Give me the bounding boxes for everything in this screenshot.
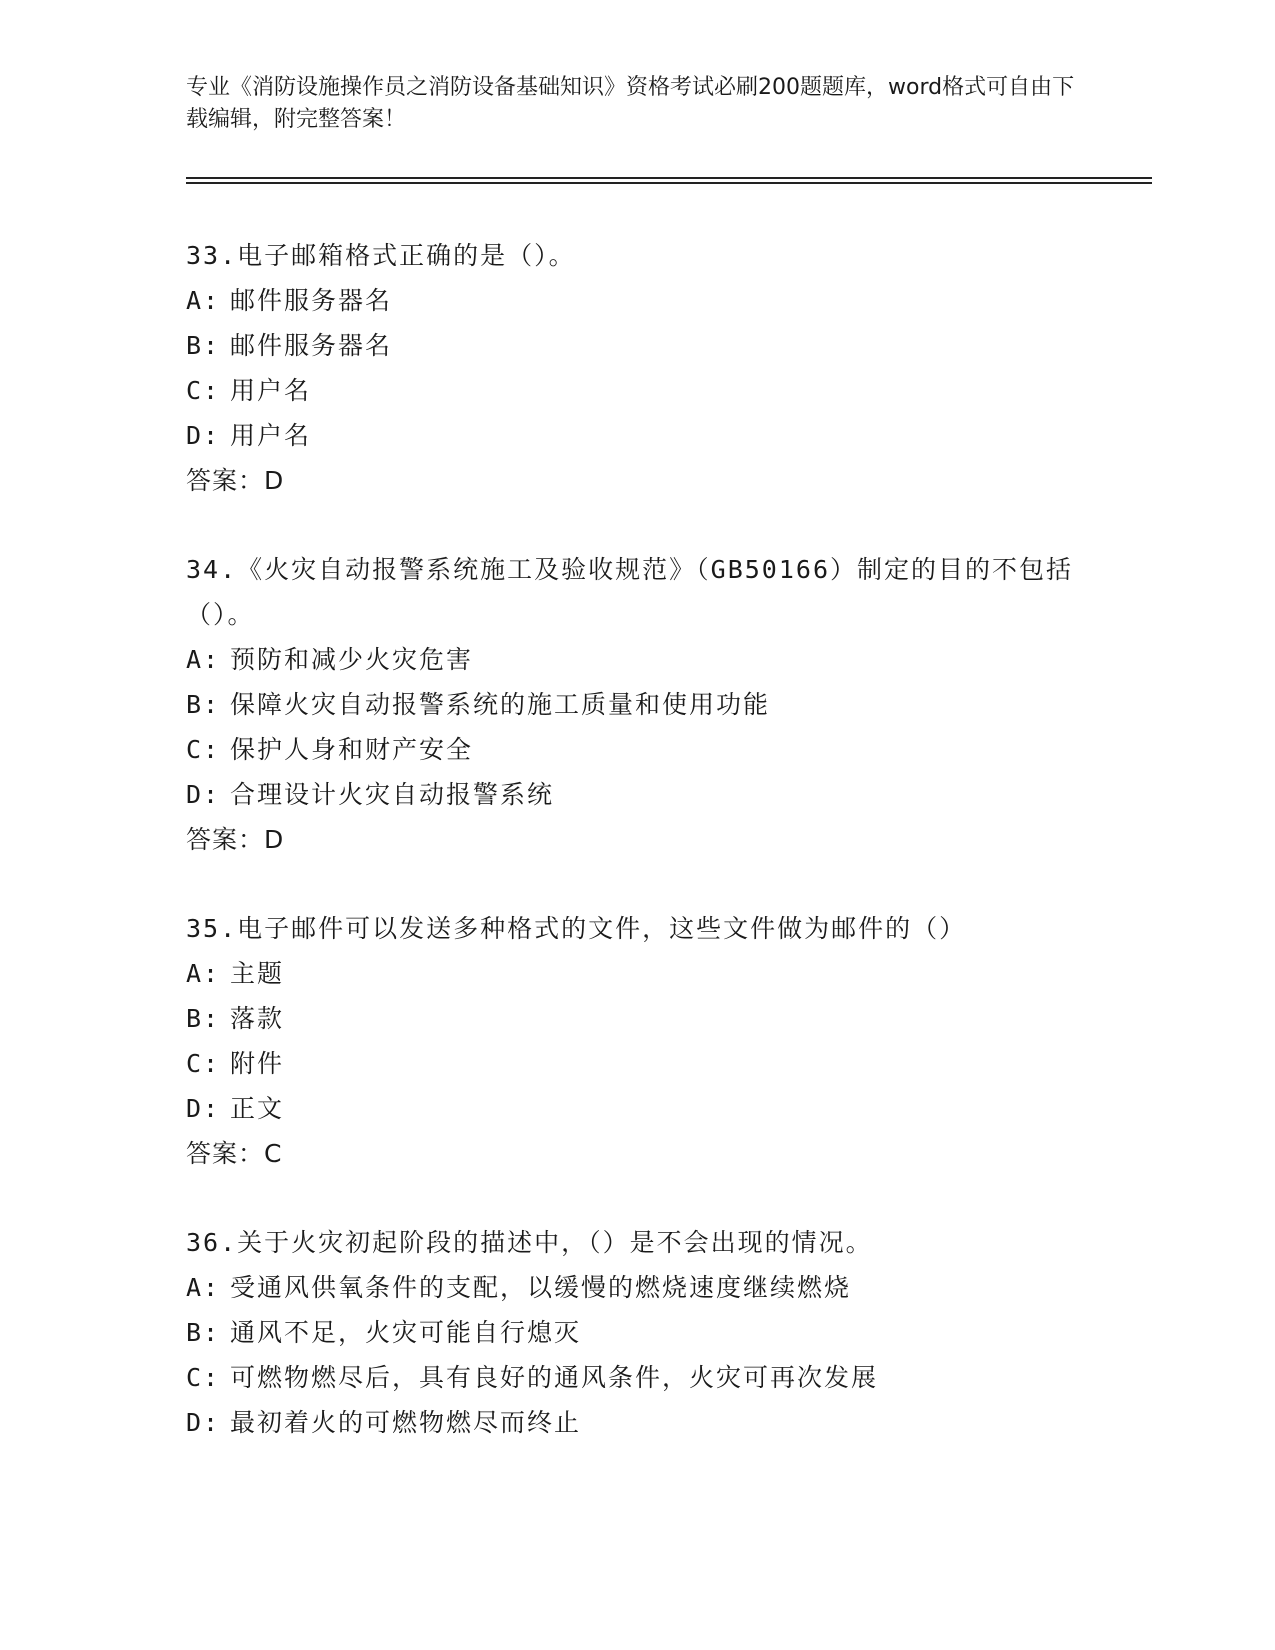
option-letter: D: (186, 1094, 221, 1123)
option-a (186, 1265, 1076, 1310)
option-text: 受通风供氧条件的支配，以缓慢的燃烧速度继续燃烧 (230, 1273, 852, 1302)
option-c (186, 727, 1076, 772)
option-b (186, 1310, 1076, 1355)
option-letter: C: (186, 1363, 221, 1392)
question-text: 电子邮件可以发送多种格式的文件，这些文件做为邮件的（） (237, 914, 967, 943)
question-number: 34. (186, 555, 238, 584)
question-stem (186, 547, 1076, 637)
option-letter: B: (186, 690, 221, 719)
option-a (186, 278, 1076, 323)
option-text: 附件 (230, 1049, 285, 1078)
question-35 (186, 906, 1076, 1176)
option-text: 保护人身和财产安全 (230, 735, 474, 764)
answer-line: 答案：C (186, 1139, 283, 1168)
question-34 (186, 547, 1076, 862)
option-text: 用户名 (230, 376, 312, 405)
option-letter: D: (186, 780, 221, 809)
question-number: 36. (186, 1228, 238, 1257)
question-text: 《火灾自动报警系统施工及验收规范》（GB50166）制定的目的不包括（）。 (186, 555, 1074, 629)
option-letter: A: (186, 645, 221, 674)
option-b (186, 323, 1076, 368)
option-letter: A: (186, 1273, 221, 1302)
question-list (186, 233, 1076, 1445)
option-text: 正文 (230, 1094, 285, 1123)
option-text: 预防和减少火灾危害 (230, 645, 474, 674)
header-text: 专业《消防设施操作员之消防设备基础知识》资格考试必刷200题题库，word格式可自由下载编辑，附完整答案！ (186, 75, 1075, 132)
option-text: 合理设计火灾自动报警系统 (230, 780, 555, 809)
question-number: 35. (186, 914, 238, 943)
header-divider-bottom (186, 182, 1152, 184)
question-stem (186, 233, 1076, 278)
question-number: 33. (186, 241, 238, 270)
option-c (186, 1355, 1076, 1400)
option-d (186, 772, 1076, 817)
answer-line: 答案：D (186, 466, 285, 495)
option-letter: C: (186, 376, 221, 405)
option-c (186, 1041, 1076, 1086)
question-text: 电子邮箱格式正确的是（）。 (237, 241, 576, 270)
question-text: 关于火灾初起阶段的描述中，（）是不会出现的情况。 (237, 1228, 873, 1257)
question-33 (186, 233, 1076, 503)
option-letter: B: (186, 1318, 221, 1347)
option-text: 邮件服务器名 (230, 331, 393, 360)
option-text: 落款 (230, 1004, 285, 1033)
option-letter: A: (186, 959, 221, 988)
option-text: 用户名 (230, 421, 312, 450)
question-36 (186, 1220, 1076, 1445)
option-text: 通风不足，火灾可能自行熄灭 (230, 1318, 582, 1347)
option-letter: D: (186, 421, 221, 450)
question-stem (186, 1220, 1076, 1265)
option-text: 可燃物燃尽后，具有良好的通风条件，火灾可再次发展 (230, 1363, 879, 1392)
option-letter: A: (186, 286, 221, 315)
page-header (186, 72, 1076, 136)
answer-line: 答案：D (186, 825, 285, 854)
option-letter: C: (186, 1049, 221, 1078)
option-c (186, 368, 1076, 413)
option-b (186, 682, 1076, 727)
option-letter: C: (186, 735, 221, 764)
option-text: 最初着火的可燃物燃尽而终止 (230, 1408, 582, 1437)
option-text: 主题 (230, 959, 285, 988)
option-text: 保障火灾自动报警系统的施工质量和使用功能 (230, 690, 771, 719)
header-divider-top (186, 177, 1152, 179)
option-letter: B: (186, 331, 221, 360)
question-stem (186, 906, 1076, 951)
option-a (186, 951, 1076, 996)
option-b (186, 996, 1076, 1041)
option-a (186, 637, 1076, 682)
option-d (186, 413, 1076, 458)
option-d (186, 1086, 1076, 1131)
option-d (186, 1400, 1076, 1445)
option-text: 邮件服务器名 (230, 286, 393, 315)
option-letter: D: (186, 1408, 221, 1437)
option-letter: B: (186, 1004, 221, 1033)
